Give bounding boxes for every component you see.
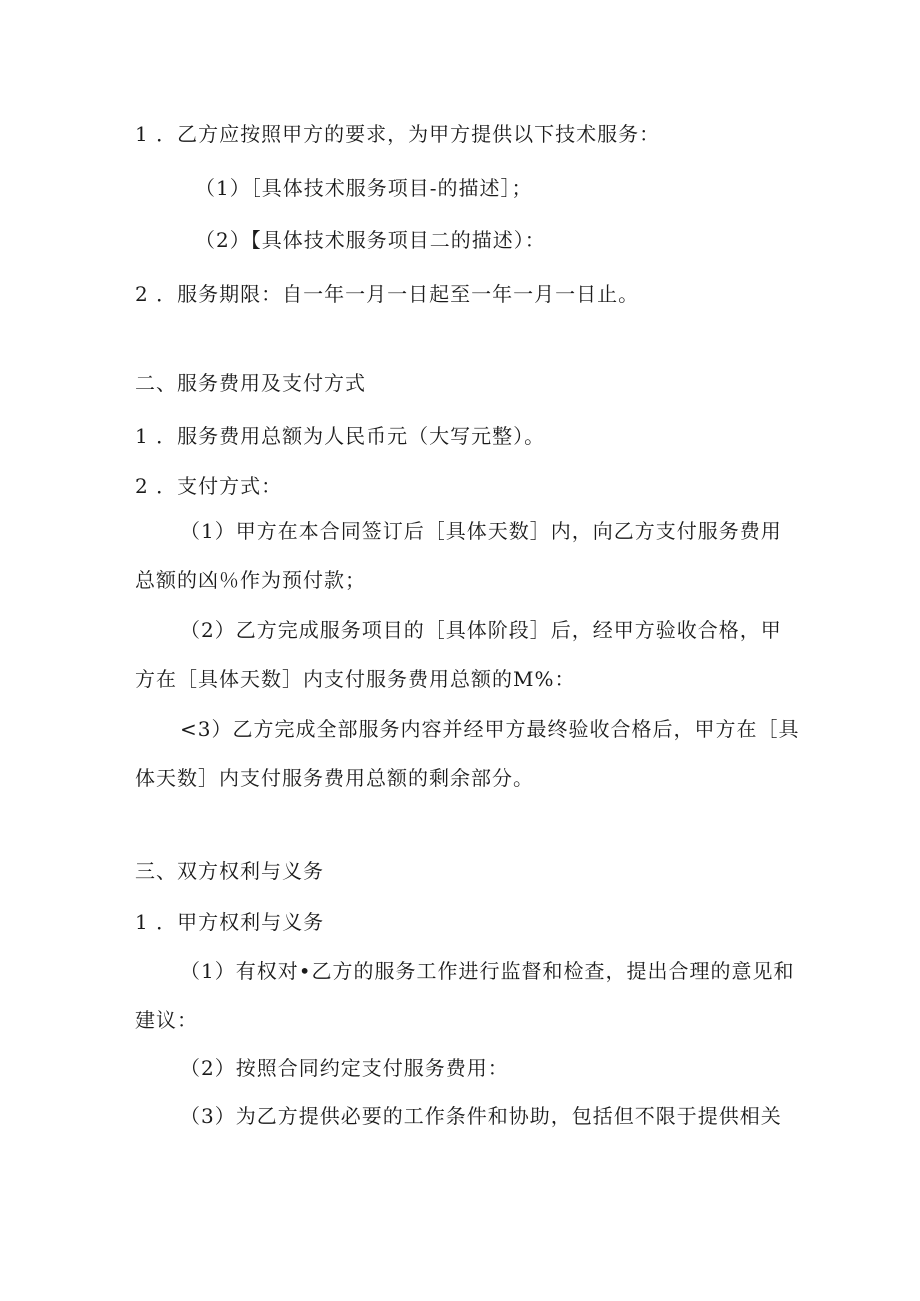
section-heading-2: 二、服务费用及支付方式 xyxy=(135,371,366,395)
payment-item-2-line1: （2）乙方完成服务项目的［具体阶段］后，经甲方验收合格，甲 xyxy=(180,618,782,642)
payment-item-2-line2: 方在［具体天数］内支付服务费用总额的M%： xyxy=(135,667,576,691)
party-a-item-1-line1: （1）有权对•乙方的服务工作进行监督和检查，提出合理的意见和 xyxy=(180,959,795,983)
payment-method-heading: 2 ．支付方式： xyxy=(135,474,283,498)
payment-item-1-line1: （1）甲方在本合同签订后［具体天数］内，向乙方支付服务费用 xyxy=(180,519,782,543)
party-a-item-1-line2: 建议： xyxy=(135,1008,198,1032)
service-item-1-intro: 1 ．乙方应按照甲方的要求，为甲方提供以下技术服务： xyxy=(135,122,661,146)
payment-item-3-line2: 体天数］内支付服务费用总额的剩余部分。 xyxy=(135,766,534,790)
service-period: 2 ．服务期限：自一年一月一日起至一年一月一日止。 xyxy=(135,282,640,306)
party-a-item-3: （3）为乙方提供必要的工作条件和协助，包括但不限于提供相关 xyxy=(180,1104,782,1128)
payment-item-3-line1: <3）乙方完成全部服务内容并经甲方最终验收合格后，甲方在［具 xyxy=(180,717,800,741)
party-a-heading: 1 ．甲方权利与义务 xyxy=(135,910,325,934)
service-item-1-1: （1）［具体技术服务项目-的描述］； xyxy=(195,176,533,200)
party-a-item-2: （2）按照合同约定支付服务费用： xyxy=(180,1056,509,1080)
section-heading-3: 三、双方权利与义务 xyxy=(135,859,324,883)
payment-item-1-line2: 总额的凶％作为预付款； xyxy=(135,568,366,592)
fee-total: 1 ．服务费用总额为人民币元（大写元整）。 xyxy=(135,424,546,448)
service-item-1-2: （2）【具体技术服务项目二的描述）： xyxy=(195,228,546,252)
